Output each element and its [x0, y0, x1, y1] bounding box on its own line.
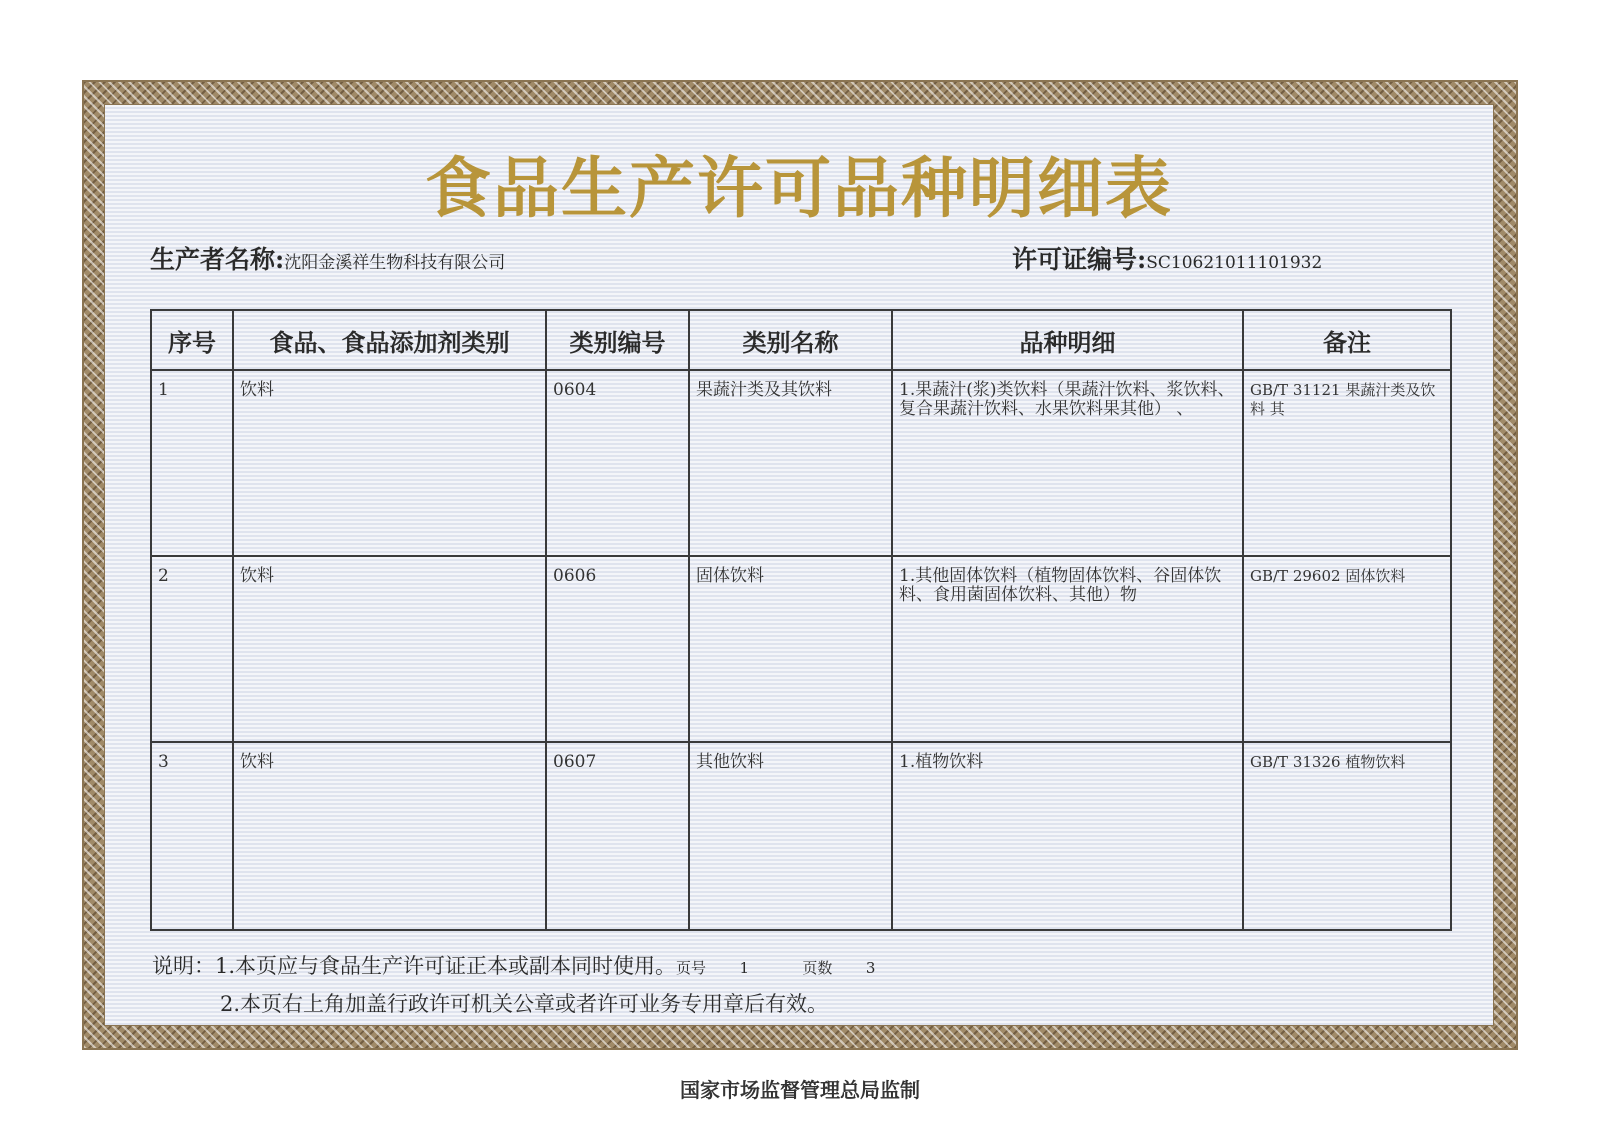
page-number: 1 [739, 959, 749, 977]
pages-total: 3 [865, 959, 876, 977]
cell-name-text: 果蔬汁类及其饮料 [696, 380, 832, 400]
cell-detail-text: 1.果蔬汁(浆)类饮料（果蔬汁饮料、浆饮料、复合果蔬汁饮料、水果饮料果其他） 、 [899, 380, 1235, 419]
cell-detail [892, 556, 1243, 742]
issuer-footer: 国家市场监督管理总局监制 [680, 1078, 920, 1102]
cell-code [546, 556, 689, 742]
permit-line [1012, 243, 1322, 280]
cell-detail [892, 742, 1243, 930]
cell-detail-text: 1.其他固体饮料（植物固体饮料、谷固体饮料、食用菌固体饮料、其他）物 [899, 566, 1222, 605]
cell-index [151, 742, 233, 930]
cell-code-text: 0607 [553, 752, 597, 772]
cell-category-text: 饮料 [240, 752, 274, 772]
cell-category [233, 556, 546, 742]
cell-category-text: 饮料 [240, 380, 274, 400]
permit-value: SC10621011101932 [1146, 253, 1323, 273]
cell-note-text: GB/T 31121 果蔬汁类及饮料 其 [1250, 381, 1436, 418]
cell-code-text: 0606 [553, 566, 597, 586]
cell-index [151, 370, 233, 556]
cell-detail [892, 370, 1243, 556]
cell-note-text: GB/T 31326 植物饮料 [1250, 753, 1406, 771]
cell-name [689, 370, 892, 556]
producer-value: 沈阳金溪祥生物科技有限公司 [284, 253, 506, 273]
cell-index-text: 1 [158, 380, 169, 400]
table-header-row [151, 310, 1451, 370]
variety-table [150, 309, 1452, 931]
cell-category [233, 370, 546, 556]
permit-label: 许可证编号: [1012, 245, 1147, 274]
cell-category-text: 饮料 [240, 566, 274, 586]
cell-code-text: 0604 [553, 380, 597, 400]
header-name: 类别名称 [689, 310, 892, 370]
table-row [151, 742, 1451, 930]
cell-code [546, 742, 689, 930]
cell-name-text: 其他饮料 [696, 752, 764, 772]
cell-note-text: GB/T 29602 固体饮料 [1250, 567, 1406, 585]
cell-index-text: 2 [158, 566, 169, 586]
cell-name [689, 556, 892, 742]
cell-note [1243, 556, 1451, 742]
cell-index-text: 3 [158, 752, 169, 772]
table-row [151, 370, 1451, 556]
header-index: 序号 [151, 310, 233, 370]
page-title: 食品生产许可品种明细表 [425, 149, 1173, 227]
cell-note [1243, 742, 1451, 930]
table-row [151, 556, 1451, 742]
cell-name-text: 固体饮料 [696, 566, 764, 586]
cell-detail-text: 1.植物饮料 [899, 752, 984, 772]
pages-label: 页数 [802, 959, 833, 977]
cell-code [546, 370, 689, 556]
header-category: 食品、食品添加剂类别 [233, 310, 546, 370]
cell-note [1243, 370, 1451, 556]
cell-category [233, 742, 546, 930]
producer-label: 生产者名称: [150, 245, 285, 274]
header-note: 备注 [1243, 310, 1451, 370]
header-code: 类别编号 [546, 310, 689, 370]
header-detail: 品种明细 [892, 310, 1243, 370]
notes [152, 948, 875, 1022]
page-label: 页号 [676, 959, 707, 977]
note-line-2: 2.本页右上角加盖行政许可机关公章或者许可业务专用章后有效。 [220, 992, 829, 1016]
note-text-1: 说明：1.本页应与食品生产许可证正本或副本同时使用。 [152, 954, 677, 978]
cell-index [151, 556, 233, 742]
producer-line [150, 243, 505, 280]
cell-name [689, 742, 892, 930]
note-line-1 [152, 948, 875, 986]
